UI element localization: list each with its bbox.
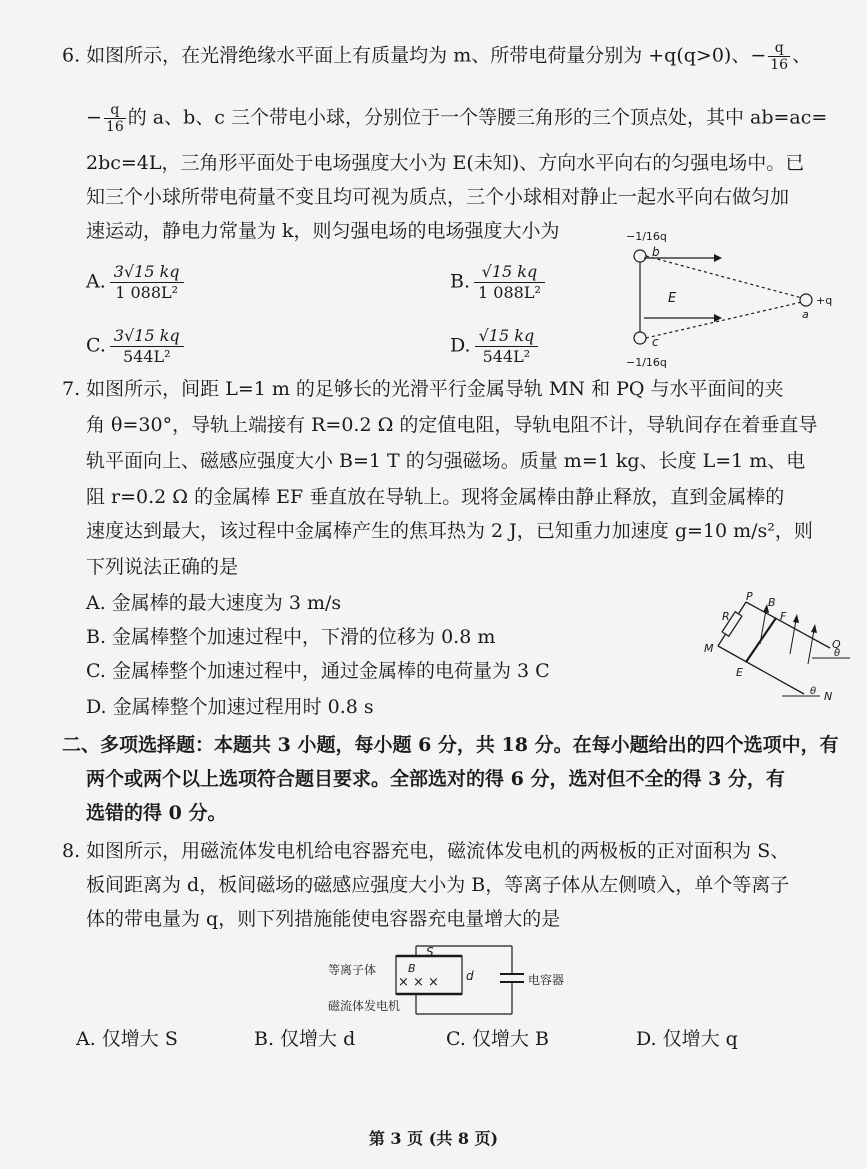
ball-b bbox=[634, 250, 646, 262]
q6-line-2b: 的 a、b、c 三个带电小球，分别位于一个等腰三角形的三个顶点处，其中 ab=ac= bbox=[127, 106, 828, 129]
page-footer: 第 3 页 (共 8 页) bbox=[368, 1129, 499, 1148]
b-field-arrow-3 bbox=[811, 624, 817, 633]
b-field-line-3 bbox=[808, 630, 814, 664]
label-theta-2: θ bbox=[810, 686, 817, 697]
q7-line-6: 下列说法正确的是 bbox=[86, 556, 239, 578]
label-E: E bbox=[736, 666, 743, 679]
q6-option-b-label: B. bbox=[450, 270, 471, 293]
label-theta-1: θ bbox=[834, 648, 841, 659]
label-Q: Q bbox=[832, 638, 841, 651]
q6-option-c-num: 3√15 kq bbox=[110, 326, 184, 347]
q6-option-c bbox=[86, 326, 184, 367]
label-plasma: 等离子体 bbox=[328, 963, 377, 977]
q7-line-5: 速度达到最大，该过程中金属棒产生的焦耳热为 2 J，已知重力加速度 g=10 m/s²，则 bbox=[86, 520, 813, 542]
label-F: F bbox=[780, 610, 787, 623]
q6-line-2a: − bbox=[86, 106, 102, 129]
q7-option-c: C. 金属棒整个加速过程中，通过金属棒的电荷量为 3 C bbox=[86, 660, 550, 682]
q6-line-1b: 、 bbox=[792, 44, 812, 67]
q6-option-a-den: 1 088L² bbox=[115, 283, 179, 302]
q7-option-a: A. 金属棒的最大速度为 3 m/s bbox=[86, 592, 342, 614]
q7-option-d: D. 金属棒整个加速过程用时 0.8 s bbox=[86, 696, 374, 718]
label-b: b bbox=[652, 245, 660, 259]
label-crosses: × × × bbox=[398, 975, 439, 990]
label-N: N bbox=[824, 690, 833, 703]
field-arrow-top bbox=[714, 254, 722, 262]
q6-option-a-num: 3√15 kq bbox=[110, 262, 184, 283]
q6-option-a-label: A. bbox=[86, 270, 106, 293]
ball-a bbox=[800, 294, 812, 306]
label-E: E bbox=[668, 291, 677, 306]
section-2-line-3: 选错的得 0 分。 bbox=[86, 802, 227, 824]
q6-option-d bbox=[450, 326, 538, 367]
q6-line-2 bbox=[86, 102, 827, 135]
q7-line-3: 轨平面向上、磁感应强度大小 B=1 T 的匀强磁场。质量 m=1 kg、长度 L=1 m、电 bbox=[86, 450, 806, 472]
label-S: S bbox=[426, 945, 434, 959]
q6-line-1a: 6. 如图所示，在光滑绝缘水平面上有质量均为 m、所带电荷量分别为 +q(q>0)、− bbox=[62, 44, 767, 67]
rail-pq bbox=[746, 602, 830, 648]
q6-line-3: 2bc=4L，三角形平面处于电场强度大小为 E(未知)、方向水平向右的匀强电场中。已 bbox=[86, 152, 805, 174]
q6-frac-1-den: 16 bbox=[770, 57, 789, 73]
q7-option-b: B. 金属棒整个加速过程中，下滑的位移为 0.8 m bbox=[86, 626, 496, 648]
q6-option-b bbox=[450, 262, 545, 303]
label-capacitor: 电容器 bbox=[528, 973, 565, 987]
q6-option-d-den: 544L² bbox=[482, 347, 531, 366]
side-ac bbox=[646, 302, 802, 338]
label-B: B bbox=[768, 596, 776, 609]
q8-option-d: D. 仅增大 q bbox=[636, 1028, 738, 1050]
label-c: c bbox=[652, 335, 659, 349]
q8-option-c: C. 仅增大 B bbox=[446, 1028, 549, 1050]
q6-option-b-frac bbox=[474, 262, 545, 303]
label-B: B bbox=[408, 962, 416, 975]
rail-mn bbox=[718, 646, 804, 694]
label-top-charge: −1/16q bbox=[626, 230, 667, 243]
q6-triangle-figure bbox=[620, 222, 840, 374]
label-R: R bbox=[722, 610, 730, 623]
q6-line-5: 速运动，静电力常量为 k，则匀强电场的电场强度大小为 bbox=[86, 220, 560, 242]
q8-line-1: 8. 如图所示，用磁流体发电机给电容器充电，磁流体发电机的两极板的正对面积为 S、 bbox=[62, 840, 790, 862]
q6-option-b-den: 1 088L² bbox=[478, 283, 541, 302]
q6-option-b-num: √15 kq bbox=[474, 262, 545, 283]
label-M: M bbox=[704, 642, 714, 655]
q6-frac-2 bbox=[104, 102, 126, 135]
label-plus-q: +q bbox=[816, 294, 833, 307]
q8-generator-figure bbox=[328, 944, 578, 1024]
label-bottom-charge: −1/16q bbox=[626, 356, 667, 369]
section-2-line-2: 两个或两个以上选项符合题目要求。全部选对的得 6 分，选对但不全的得 3 分，有 bbox=[86, 768, 785, 790]
q6-option-d-label: D. bbox=[450, 334, 471, 357]
q7-incline-figure bbox=[700, 590, 860, 706]
q6-option-a-frac bbox=[110, 262, 184, 303]
q8-option-a: A. 仅增大 S bbox=[76, 1028, 178, 1050]
label-a: a bbox=[802, 308, 809, 321]
q6-option-c-frac bbox=[110, 326, 184, 367]
section-2-line-1: 二、多项选择题：本题共 3 小题，每小题 6 分，共 18 分。在每小题给出的四个选项中，有 bbox=[62, 734, 839, 756]
b-field-line-2 bbox=[790, 620, 796, 654]
q8-line-3: 体的带电量为 q，则下列措施能使电容器充电量增大的是 bbox=[86, 908, 561, 930]
q8-line-2: 板间距离为 d，板间磁场的磁感应强度大小为 B，等离子体从左侧喷入，单个等离子 bbox=[86, 874, 790, 896]
label-d: d bbox=[466, 969, 474, 983]
q6-frac-1-num: q bbox=[768, 40, 790, 57]
q8-option-b: B. 仅增大 d bbox=[254, 1028, 356, 1050]
q6-line-1 bbox=[62, 40, 811, 73]
label-generator: 磁流体发电机 bbox=[328, 999, 401, 1013]
q7-line-4: 阻 r=0.2 Ω 的金属棒 EF 垂直放在导轨上。现将金属棒由静止释放，直到金属棒的 bbox=[86, 486, 785, 508]
b-field-arrow-2 bbox=[793, 614, 799, 623]
q6-option-d-num: √15 kq bbox=[475, 326, 539, 347]
q7-line-2: 角 θ=30°，导轨上端接有 R=0.2 Ω 的定值电阻，导轨电阻不计，导轨间存在着垂直导 bbox=[86, 414, 818, 436]
q6-option-c-label: C. bbox=[86, 334, 106, 357]
q6-frac-1 bbox=[768, 40, 790, 73]
label-P: P bbox=[746, 590, 753, 603]
q6-line-4: 知三个小球所带电荷量不变且均可视为质点，三个小球相对静止一起水平向右做匀加 bbox=[86, 186, 790, 208]
ball-c bbox=[634, 332, 646, 344]
q7-line-1: 7. 如图所示，间距 L=1 m 的足够长的光滑平行金属导轨 MN 和 PQ 与水平面间的夹 bbox=[62, 378, 784, 400]
q6-option-d-frac bbox=[475, 326, 539, 367]
q6-frac-2-den: 16 bbox=[105, 119, 124, 135]
q6-option-c-den: 544L² bbox=[123, 347, 171, 366]
q6-frac-2-num: q bbox=[104, 102, 126, 119]
q6-option-a bbox=[86, 262, 184, 303]
